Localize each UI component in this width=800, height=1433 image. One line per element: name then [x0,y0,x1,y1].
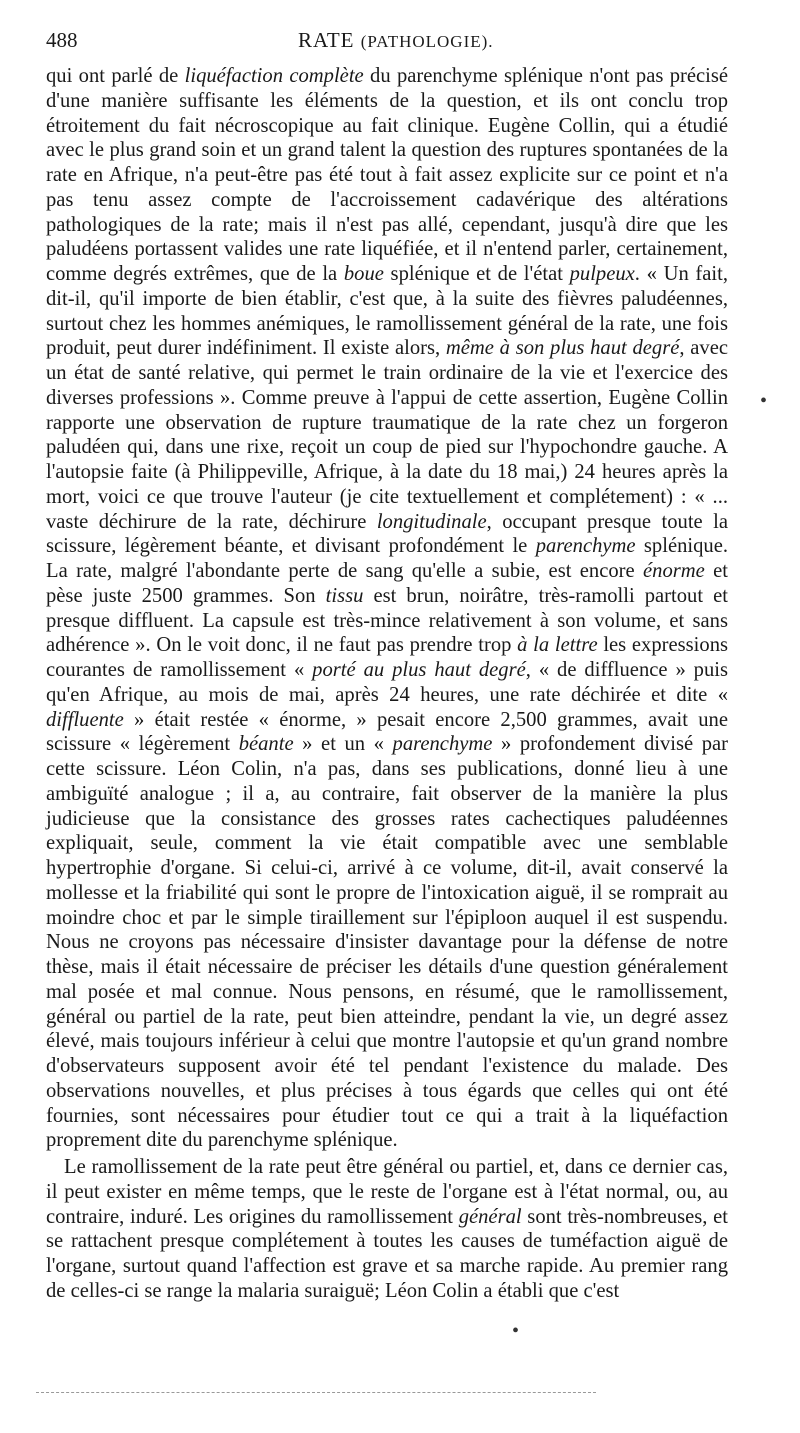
italic-text: béante [238,733,294,756]
text-run: , « de diffluence » puis qu'en Afrique, au mois de mai, après 24 heures, une rate déchirée et dite « [46,659,728,706]
body-text [46,64,728,1304]
page-number: 488 [46,28,78,52]
text-run: . « Un fait, dit-il, qu'il importe de bien établir, c'est que, à la suite des fièvres paludéennes, surtout chez les hommes anémiques, le ramollissement général de la rate, une fois produit, peut durer indéfiniment. Il existe alors, [46,263,728,360]
paragraph-continued [46,64,728,1153]
italic-text: diffluente [46,708,124,731]
italic-text: pulpeux [569,263,635,285]
paragraph [46,1155,728,1304]
italic-text: boue [343,263,384,285]
page-header [46,28,728,64]
italic-text: tissu [325,584,364,607]
text-run: » était restée « énorme, » pesait encore 2,500 grammes, avait une scissure « légèrement [46,708,728,756]
italic-text: énorme [643,560,705,582]
text-run: les expressions courantes de ramollissement « [46,634,729,681]
text-run: qui ont parlé de [46,65,185,87]
running-head [298,28,494,53]
text-run: splénique. La rate, malgré l'abondante perte de sang qu'elle a subie, est encore [46,535,728,582]
running-head-subtitle: (PATHOLOGIE). [360,32,494,51]
text-run: , avec un état de santé relative, qui permet le train ordinaire de la vie et l'exercice des diverses professions ». Comme preuve à l'appui de cette assertion, Eugène Collin rapporte une observation de rupture traumatique de la rate chez un forgeron paludéen qui, dans une rixe, reçoit un coup de pied sur l'hypochondre gauche. A l'autopsie faite (à Philippeville, Afrique, à la date du 18 mai,) 24 heures après la mort, voici ce que trouve l'auteur (je cite textuellement et complétement) : « ... vaste déchirure de la rate, déchirure [46,337,728,533]
bottom-noise-rule [36,1392,596,1393]
text-run: , occupant presque toute la scissure, légèrement béante, et divisant profondément le [46,510,728,558]
italic-text: porté au plus haut degré [312,659,526,681]
text-run: Le ramollissement de la rate peut être général ou partiel, et, dans ce dernier cas, il peut exister en même temps, que le reste de l'organe est à l'état normal, ou, au contraire, induré. Les origines du ramollissement [46,1156,728,1228]
italic-text: général [458,1205,522,1228]
margin-ink-mark: • [760,390,768,412]
text-run: et pèse juste 2500 grammes. Son [46,560,728,607]
text-run: du parenchyme splénique n'ont pas précisé d'une manière suffisante les éléments de la question, et ils ont conclu trop étroitement du fait nécroscopique au fait clinique. Eugène Collin, qui a étudié avec le plus grand soin et un grand talent la question des ruptures spontanées de la rate en Afrique, n'a peut-être pas été tout à fait assez explicite sur ce point et n'a pas tenu assez compte de l'accroissement cadavérique des altérations pathologiques de la rate; mais il n'est pas allé, cependant, jusqu'à dire que les paludéens portassent valides une rate liquéfiée, et il n'entend parler, certainement, comme degrés extrêmes, que de la [46,65,729,285]
text-run: sont très-nombreuses, et se rattachent presque complétement à toutes les causes de tuméfaction aiguë de l'organe, surtout quand l'affection est grave et sa marche rapide. Au premier rang de celles-ci se range la malaria suraiguë; Léon Colin a établi que c'est [46,1205,728,1302]
text-run: est brun, noirâtre, très-ramolli partout et presque diffluent. La capsule est très-mince relativement à son volume, et sans adhérence ». On le voit donc, il ne faut pas prendre trop [46,584,728,657]
margin-ink-mark: • [512,1320,520,1342]
italic-text: à la lettre [517,634,598,657]
italic-text: parenchyme [535,535,636,558]
running-head-title: RATE [298,28,355,52]
italic-text: liquéfaction complète [184,65,364,87]
text-run: splénique et de l'état [383,263,570,285]
italic-text: longitudinale [376,510,487,533]
italic-text: même à son plus haut degré [445,337,680,360]
text-run: » et un « [293,733,393,756]
italic-text: parenchyme [392,733,493,756]
text-run: » profondement divisé par cette scissure. Léon Colin, n'a pas, dans ses publications, donné lieu à une ambiguïté analogue ; il a, au contraire, fait observer de la manière la plus judicieuse que la consistance des grosses rates cachectiques paludéennes expliquait, seule, comment la vie était compatible avec une semblable hypertrophie d'organe. Si celui-ci, arrivé à ce volume, dit-il, avait conservé la mollesse et la friabilité qui sont le propre de l'intoxication aiguë, il se romprait au moindre choc et par le simple tiraillement sur l'épiploon auquel il est suspendu. Nous ne croyons pas nécessaire d'insister davantage pour la défense de notre thèse, mais il était nécessaire de préciser les détails d'une question généralement mal posée et mal connue. Nous pensons, en résumé, que le ramollissement, général ou partiel de la rate, peut bien atteindre, pendant la vie, un degré assez élevé, mais toujours inférieur à celui que montre l'autopsie et qu'un grand nombre d'observateurs supposent avoir été tel pendant l'existence du malade. Des observations nouvelles, et plus précises à tous égards que celles qui ont été fournies, sont nécessaires pour étudier tout ce qui a trait à la liquéfaction proprement dite du parenchyme splénique. [46,733,728,1152]
book-page [46,28,728,1304]
